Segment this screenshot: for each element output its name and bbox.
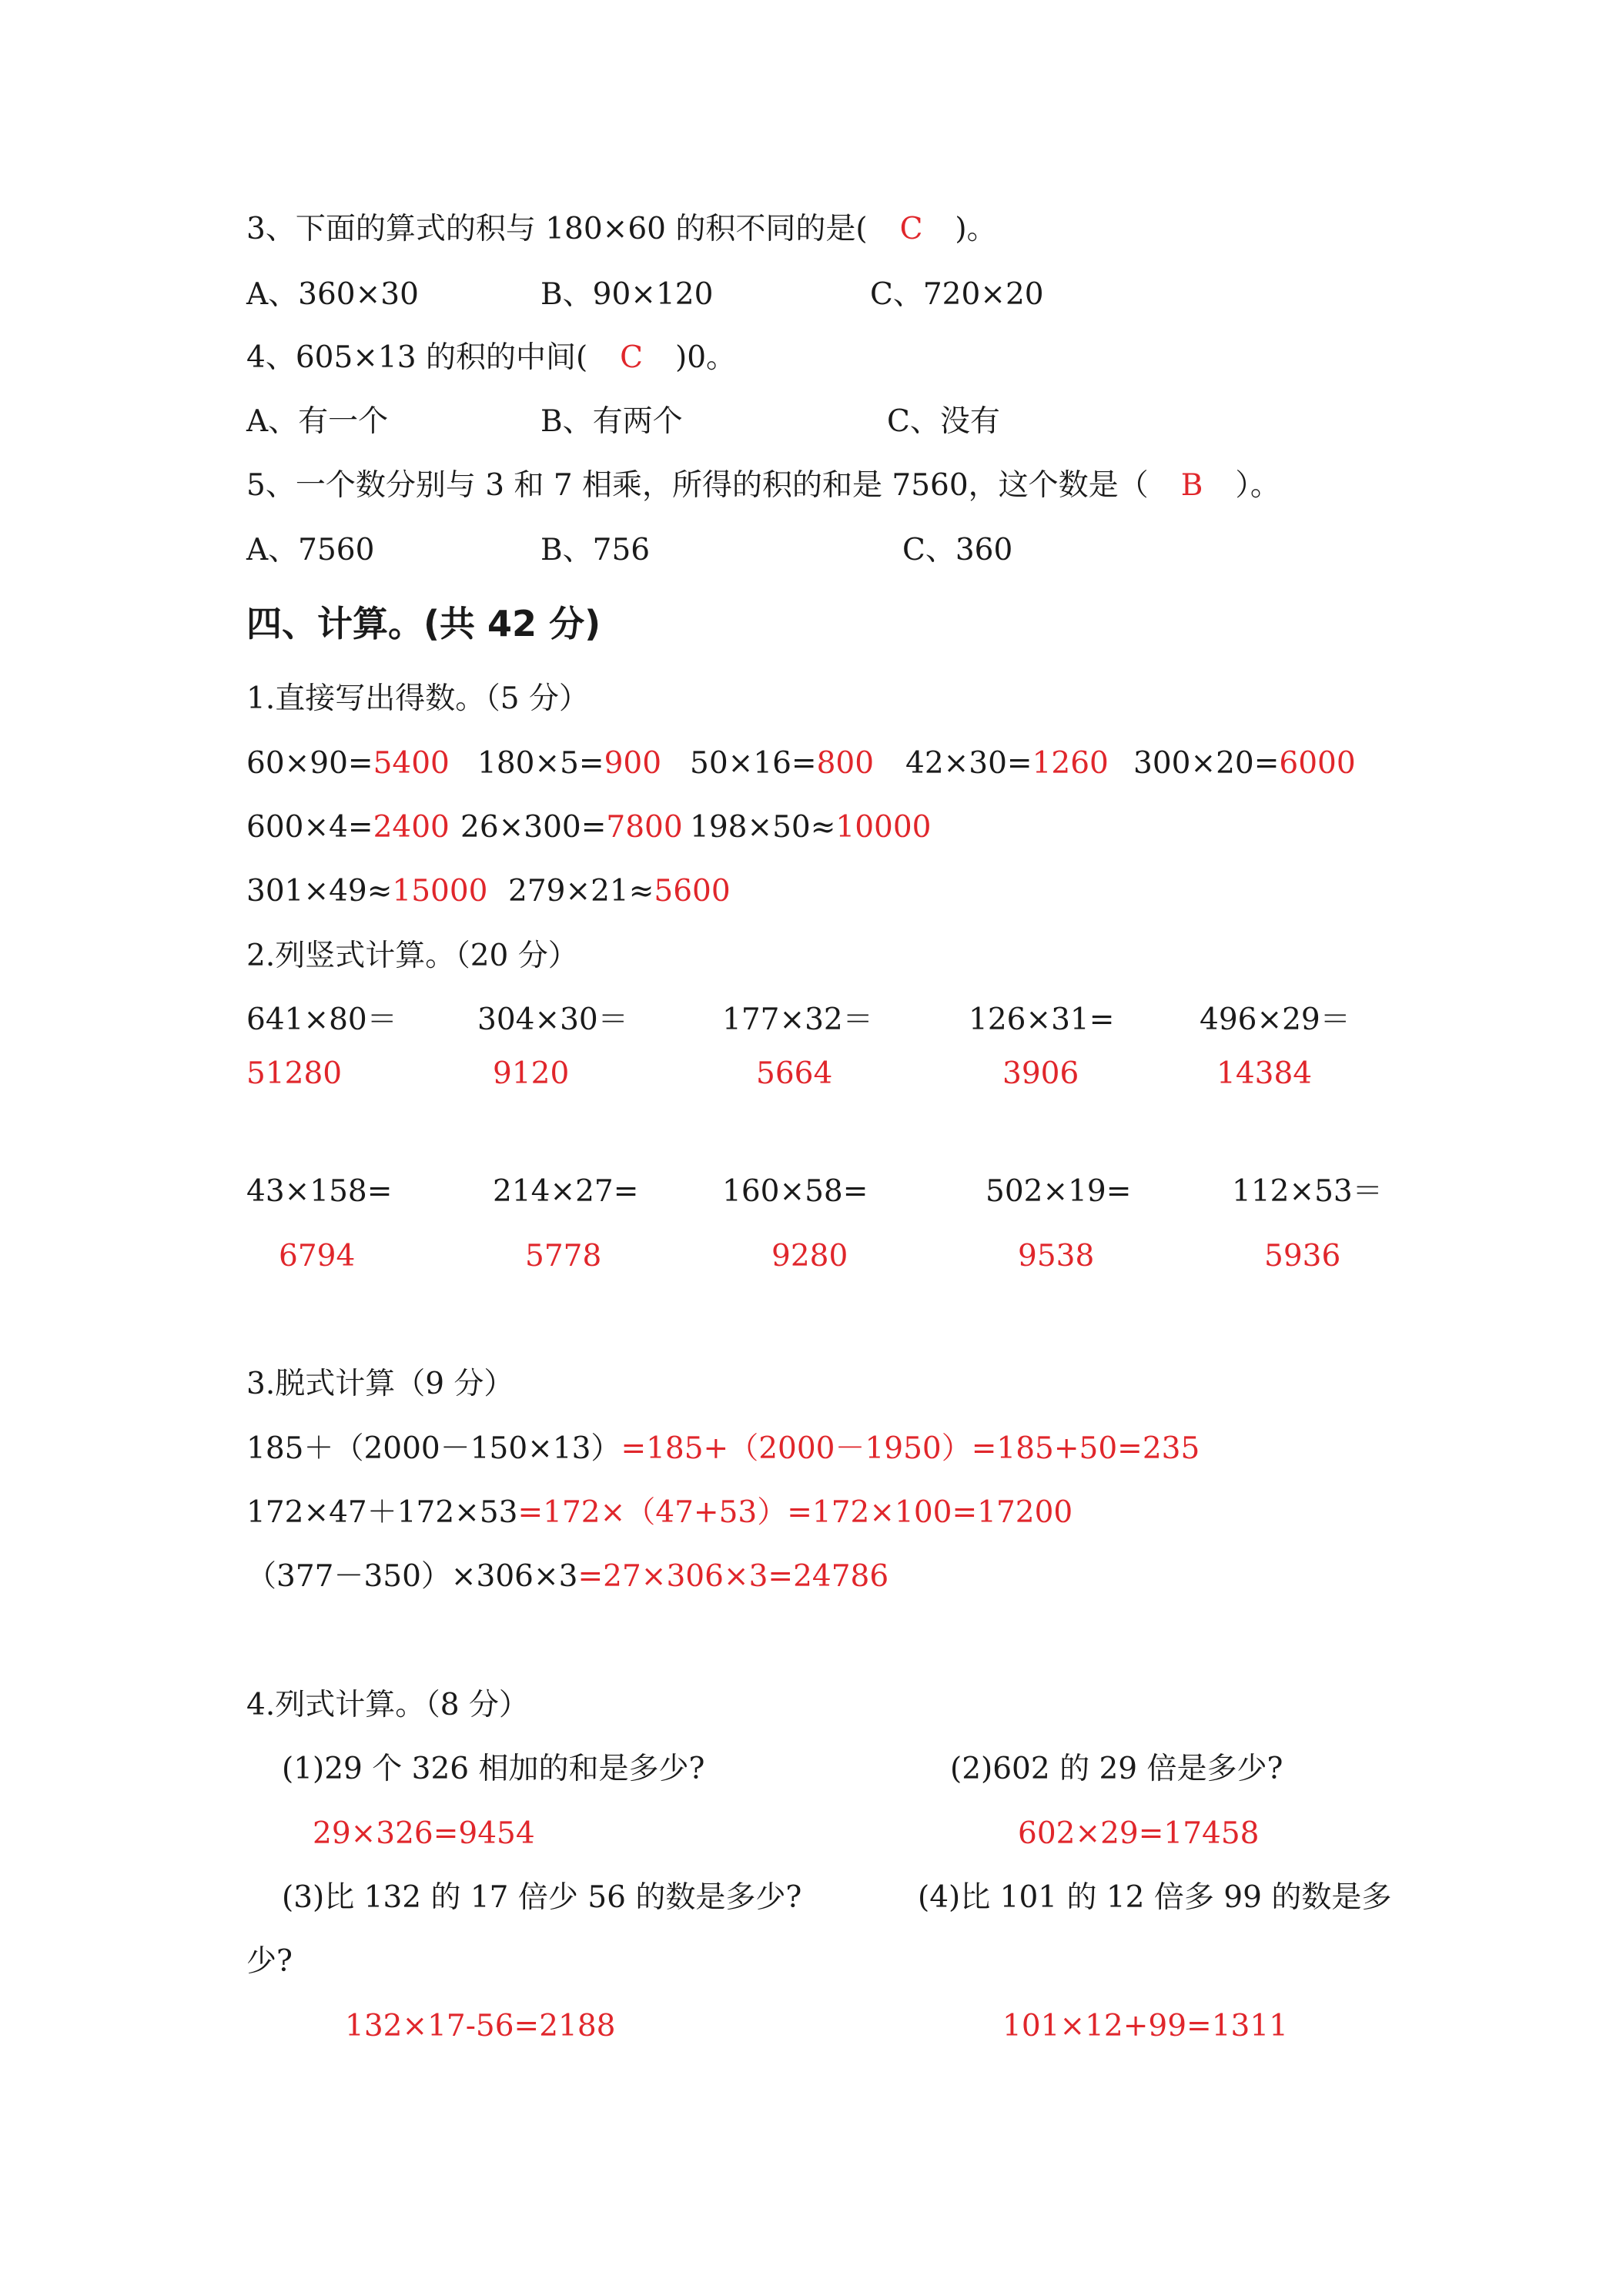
oral-item: 50×16=800 [690,746,875,781]
vertical-calc-question: 177×32＝ [722,1002,873,1037]
vertical-calc-answer: 9280 [771,1239,848,1274]
answer-text: C [899,212,923,246]
word-problem-answer: 132×17-56=2188 [345,2009,616,2043]
vertical-calc-question: 160×58= [722,1174,868,1209]
word-problem: (1)29 个 326 相加的和是多少? [282,1752,705,1786]
step-calc-item: 185＋（2000－150×13）=185+（2000－1950）=185+50=235 [246,1431,1200,1466]
word-problem-continued: 少? [246,1944,293,1979]
question-5 [246,467,1280,504]
part-3-title: 3.脱式计算（9 分） [246,1367,514,1401]
question-end: )0。 [675,340,737,375]
part-4-title: 4.列式计算。（8 分） [246,1688,529,1722]
vertical-calc-question: 126×31= [969,1002,1115,1037]
option-c: C、360 [902,533,1013,567]
question-text: 4、605×13 的积的中间( [246,340,588,375]
section-heading: 四、计算。(共 42 分) [246,603,601,644]
vertical-calc-question: 304×30＝ [477,1002,628,1037]
word-problem-answer: 101×12+99=1311 [1002,2009,1288,2043]
vertical-calc-question: 214×27= [493,1174,639,1209]
word-problem: (2)602 的 29 倍是多少? [950,1752,1283,1786]
option-a: A、7560 [246,533,375,567]
option-c: C、720×20 [870,277,1044,312]
answer-text: B [1180,468,1203,503]
oral-item: 60×90=5400 [246,746,450,781]
question-end: ）。 [1235,468,1280,503]
vertical-calc-question: 502×19= [986,1174,1132,1209]
question-4 [246,340,736,377]
word-problem: (3)比 132 的 17 倍少 56 的数是多少? [282,1880,802,1915]
vertical-calc-answer: 3906 [1002,1056,1079,1091]
oral-item: 600×4=2400 [246,810,450,845]
option-a: A、360×30 [246,277,419,312]
vertical-calc-answer: 6794 [279,1239,356,1274]
oral-item: 26×300=7800 [460,810,683,845]
oral-item: 300×20=6000 [1133,746,1356,781]
step-calc-item: （377－350）×306×3=27×306×3=24786 [246,1559,889,1594]
oral-item: 279×21≈5600 [508,874,731,909]
word-problem-answer: 602×29=17458 [1018,1816,1260,1851]
option-c: C、没有 [887,404,1000,439]
vertical-calc-answer: 5664 [756,1056,833,1091]
vertical-calc-question: 43×158= [246,1174,393,1209]
oral-item: 42×30=1260 [905,746,1109,781]
step-calc-item: 172×47＋172×53=172×（47+53）=172×100=17200 [246,1495,1073,1530]
answer-text: C [620,340,644,375]
option-b: B、756 [540,533,651,567]
part-2-title: 2.列竖式计算。（20 分） [246,939,578,973]
oral-item: 180×5=900 [477,746,662,781]
vertical-calc-question: 112×53＝ [1232,1174,1383,1209]
oral-item: 301×49≈15000 [246,874,488,909]
option-b: B、90×120 [540,277,714,312]
question-end: )。 [955,212,997,246]
vertical-calc-answer: 14384 [1216,1056,1313,1091]
word-problem: (4)比 101 的 12 倍多 99 的数是多 [918,1880,1392,1915]
question-text: 5、一个数分别与 3 和 7 相乘，所得的积的和是 7560，这个数是（ [246,468,1149,503]
oral-item: 198×50≈10000 [690,810,932,845]
vertical-calc-answer: 5936 [1264,1239,1341,1274]
vertical-calc-answer: 51280 [246,1056,343,1091]
vertical-calc-question: 641×80＝ [246,1002,397,1037]
word-problem-answer: 29×326=9454 [313,1816,535,1851]
option-b: B、有两个 [540,404,683,439]
vertical-calc-answer: 5778 [525,1239,602,1274]
question-text: 3、下面的算式的积与 180×60 的积不同的是( [246,212,868,246]
option-a: A、有一个 [246,404,389,439]
vertical-calc-answer: 9120 [493,1056,570,1091]
part-1-title: 1.直接写出得数。（5 分） [246,681,589,716]
question-3 [246,211,997,248]
vertical-calc-question: 496×29＝ [1200,1002,1350,1037]
vertical-calc-answer: 9538 [1018,1239,1095,1274]
